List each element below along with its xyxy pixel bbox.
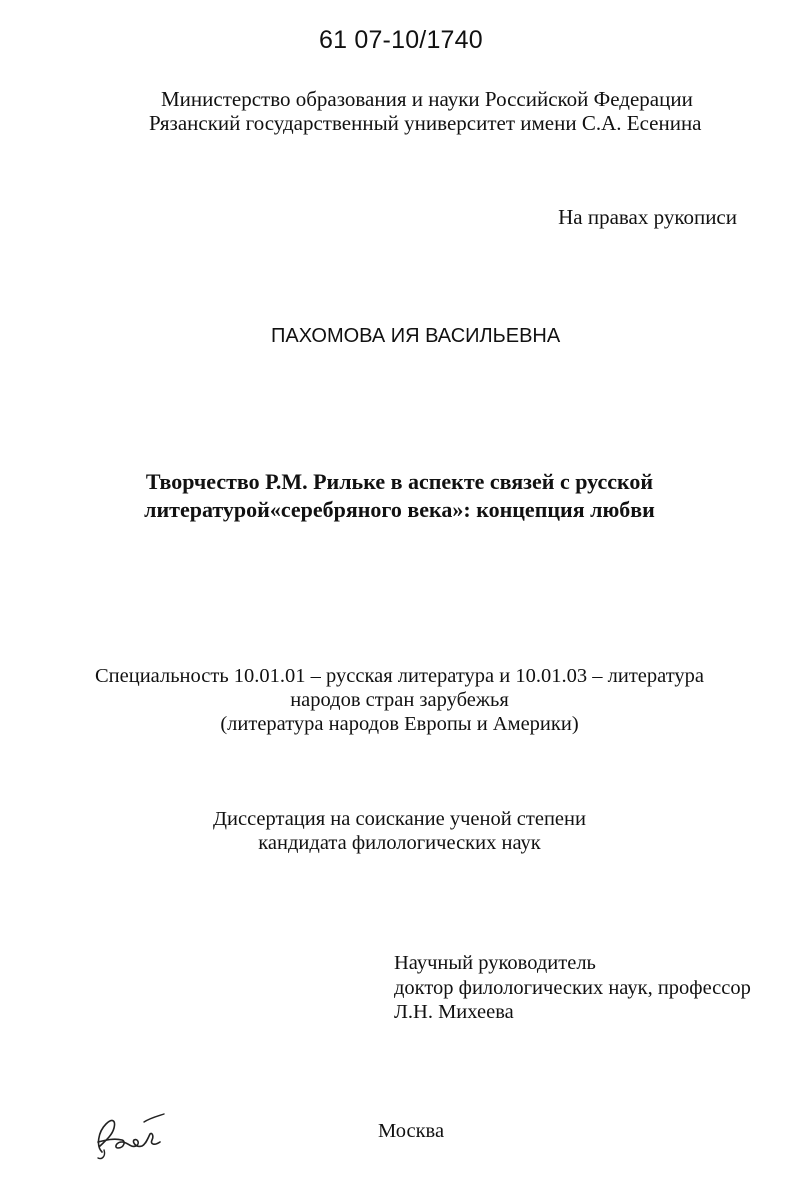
handwritten-signature: [88, 1102, 168, 1164]
ministry-name: Министерство образования и науки Российской Федерации: [161, 87, 693, 111]
author-name: ПАХОМОВА ИЯ ВАСИЛЬЕВНА: [271, 325, 561, 347]
university-name: Рязанский государственный университет имени С.А. Есенина: [149, 111, 702, 135]
specialty-line-2: народов стран зарубежья: [290, 689, 509, 711]
supervisor-name: Л.Н. Михеева: [394, 1001, 514, 1023]
manuscript-note: На правах рукописи: [558, 205, 737, 229]
supervisor-degree: доктор филологических наук, профессор: [394, 977, 751, 999]
thesis-title-line-2: литературой«серебряного века»: концепция любви: [144, 497, 655, 522]
city: Москва: [378, 1120, 445, 1142]
thesis-title-line-1: Творчество Р.М. Рильке в аспекте связей с русской: [145, 469, 654, 494]
archive-code: 61 07-10/1740: [319, 26, 483, 54]
dissertation-line-1: Диссертация на соискание ученой степени: [213, 808, 586, 830]
specialty-line-1: Специальность 10.01.01 – русская литература и 10.01.03 – литература: [95, 665, 704, 687]
specialty-line-3: (литература народов Европы и Америки): [220, 713, 579, 735]
dissertation-line-2: кандидата филологических наук: [258, 832, 541, 854]
supervisor-role: Научный руководитель: [394, 952, 596, 974]
